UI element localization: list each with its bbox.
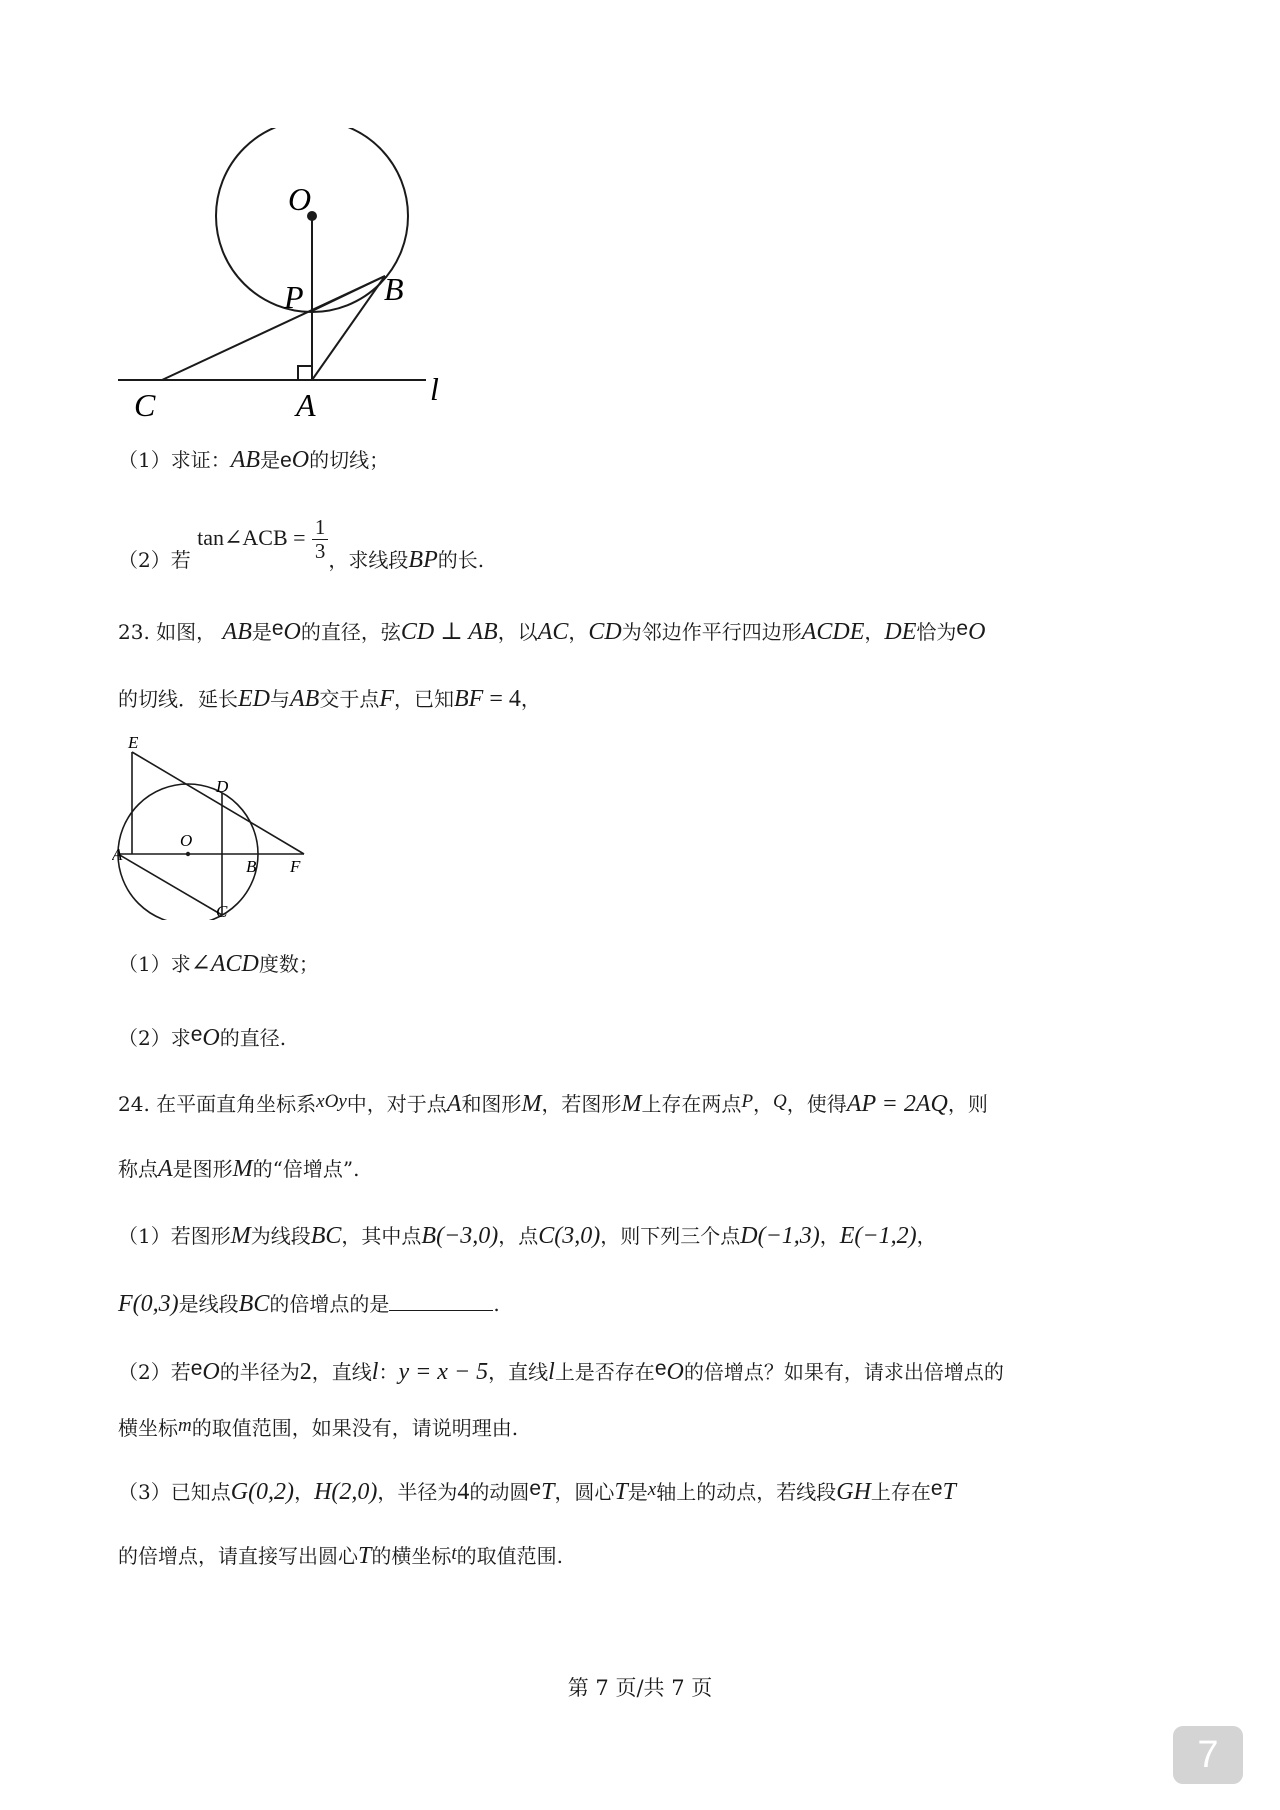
label-d: D [216,777,229,796]
q22-part2: （2）若 tan∠ACB = $\frac{1}{3}$ ，求线段BP的长. [118,515,485,574]
math-expression: B(−3,0) [421,1223,499,1249]
math-expression: O [283,619,301,645]
math-symbol-small: x [647,1479,657,1500]
text-run: 的切线．延长 [118,687,238,711]
text-run: ， [819,1224,840,1248]
math-expression: F [379,686,394,712]
text-run: ，点 [498,1224,539,1248]
text-run: 的“倍增点”. [252,1157,360,1181]
math-expression: ACDE [801,619,865,645]
text-run: ，已知 [394,687,454,711]
text-run: （2）若 [118,1360,191,1384]
text-run: 的取值范围. [456,1544,563,1568]
math-expression: M [521,1091,542,1117]
q23-part1 [118,950,319,979]
q24-part1-line1 [118,1222,937,1251]
text-run: 度数； [258,952,319,976]
q23-line2 [118,685,541,714]
text-run: 为线段 [250,1224,311,1248]
text-run: （2）求 [118,1026,191,1050]
math-expression: G(0,2) [230,1479,295,1505]
circle-symbol: e [654,1357,667,1380]
text-run: 称点 [118,1157,158,1181]
circle-symbol: e [190,1357,203,1380]
text-run: ，其中点 [341,1224,422,1248]
text-run: 上存在 [870,1480,931,1504]
math-expression: O [202,1359,220,1385]
math-expression: T [541,1479,555,1505]
math-expression: AB [290,686,320,712]
label-o: O [288,181,312,217]
math-expression: C(3,0) [538,1223,601,1249]
math-expression: ∠ACD [190,951,259,977]
math-expression: A [446,1091,462,1117]
text-run: ，半径为 [377,1480,458,1504]
text-run: ，以 [497,620,538,644]
math-expression: l [548,1359,555,1385]
fraction-one-third: $\frac{1}{3}$ [312,516,329,563]
text-run: 的直径. [219,1026,287,1050]
math-symbol-small: xOy [316,1091,347,1112]
q23-part2 [118,1022,286,1053]
text-run: ， [294,1480,315,1504]
math-expression: BC [310,1223,342,1249]
text-run: 的半径为 [219,1360,300,1384]
math-expression: GH [836,1479,871,1505]
circle-symbol: e [529,1477,542,1500]
text-run: ， [864,620,885,644]
page-footer: 第 7 页/共 7 页 [567,1676,713,1700]
text-run: ，则 [947,1092,988,1116]
text-run: 交于点 [319,687,380,711]
text-run: 恰为 [916,620,957,644]
text-run: （1）求 [118,952,191,976]
text-run: 上存在两点 [641,1092,742,1116]
q24-part2-line2 [118,1415,518,1440]
math-expression: O [202,1025,220,1051]
text-run: 中，对于点 [346,1092,447,1116]
text-run: . [493,1292,500,1316]
math-expression: T [942,1479,956,1505]
text-run: 为邻边作平行四边形 [621,620,802,644]
q24-part1-line2 [118,1290,500,1319]
text-run: ， [753,1092,774,1116]
math-number: = 4 [483,686,521,712]
math-number: 2 [299,1359,312,1385]
text-run: 的倍增点的是 [269,1292,390,1316]
math-expression: E(−1,2) [839,1223,917,1249]
right-angle-mark [298,366,312,380]
text-run: 是图形 [172,1157,233,1181]
text-run: ： [378,1360,399,1384]
q23-figure [112,730,312,920]
math-expression: BC [238,1291,270,1317]
answer-blank [389,1292,493,1311]
math-expression: M [232,1156,253,1182]
label-o: O [180,831,193,850]
circle-symbol: e [956,617,969,640]
math-expression: A [158,1156,173,1182]
math-expression: AB [222,619,252,645]
circle-symbol: e [190,1023,203,1046]
label-a: A [296,387,316,423]
text-run: 轴上的动点，若线段 [656,1480,837,1504]
text-run: 横坐标 [118,1416,178,1440]
math-number: 4 [457,1479,470,1505]
math-symbol-small: t [451,1543,457,1564]
label-c: C [134,387,156,423]
q23-line1: 23. 如图， AB是eO的直径，弦CD ⊥ AB，以AC，CD为邻边作平行四边形ACDE，DE恰为eO [118,617,986,645]
q22-part1: （1）求证：AB是eO的切线； [118,447,390,473]
text-run: 是 [627,1480,648,1504]
math-expression: CD [588,619,622,645]
math-expression: O [666,1359,684,1385]
text-run: ，圆心 [554,1480,615,1504]
text-run: ， [916,1224,937,1248]
text-run: ， [520,687,541,711]
label-f: F [290,857,301,876]
text-run: 是 [251,620,272,644]
text-run: 24. 在平面直角坐标系 [118,1092,317,1116]
math-symbol-small: Q [773,1091,787,1112]
q24-line2 [118,1155,359,1184]
math-expression: O [968,619,986,645]
math-expression: y = x − 5 [398,1359,489,1385]
math-symbol-small: m [178,1415,192,1436]
label-c: C [216,902,228,920]
text-run: （3）已知点 [118,1480,231,1504]
label-e: E [128,733,139,752]
text-run: ， [568,620,589,644]
segment-ac [118,854,222,915]
text-run: 是线段 [178,1292,239,1316]
circle-symbol: e [930,1477,943,1500]
math-expression: T [358,1543,372,1569]
math-expression: ED [238,686,270,712]
text-run: ，则下列三个点 [600,1224,741,1248]
text-run: 的横坐标 [371,1544,452,1568]
text-run: 的直径，弦 [300,620,401,644]
q22-figure [110,128,470,428]
text-run: 的取值范围，如果没有，请说明理由. [191,1416,519,1440]
text-run: ，直线 [488,1360,549,1384]
math-expression: M [621,1091,642,1117]
text-run: ，直线 [311,1360,372,1384]
text-run: 与 [270,687,290,711]
label-b: B [384,271,404,307]
text-run: 和图形 [461,1092,522,1116]
q24-part2-line1 [118,1356,1004,1387]
math-expression: CD ⊥ AB [400,619,498,645]
text-run: ，若图形 [541,1092,622,1116]
math-expression: T [614,1479,628,1505]
math-expression: BF [454,686,484,712]
circle-symbol: e [271,617,284,640]
label-p: P [284,279,304,315]
label-l: l [430,371,439,407]
text-run: ，使得 [786,1092,847,1116]
text-run: 的动圆 [469,1480,530,1504]
math-symbol-small: P [741,1091,754,1112]
text-run: 上是否存在 [554,1360,655,1384]
label-a: A [112,845,123,864]
math-expression: DE [884,619,917,645]
page-number-badge: 7 [1173,1726,1243,1784]
q24-part3-line2 [118,1542,563,1571]
segment-ab [312,276,385,380]
math-expression: H(2,0) [314,1479,378,1505]
math-expression: AP = 2AQ [846,1091,948,1117]
math-expression: AC [537,619,569,645]
math-expression: D(−1,3) [740,1223,820,1249]
segment-ef [132,752,304,854]
math-expression: l [371,1359,379,1385]
center-dot [186,852,190,856]
q24-line1 [118,1090,988,1119]
text-run: 的倍增点，请直接写出圆心 [118,1544,358,1568]
math-expression: F(0,3) [118,1291,179,1317]
text-run: （1）若图形 [118,1224,231,1248]
text-run: 的倍增点？如果有，请求出倍增点的 [683,1360,1004,1384]
math-expression: M [230,1223,251,1249]
label-b: B [246,857,257,876]
q24-part3-line1 [118,1476,956,1507]
